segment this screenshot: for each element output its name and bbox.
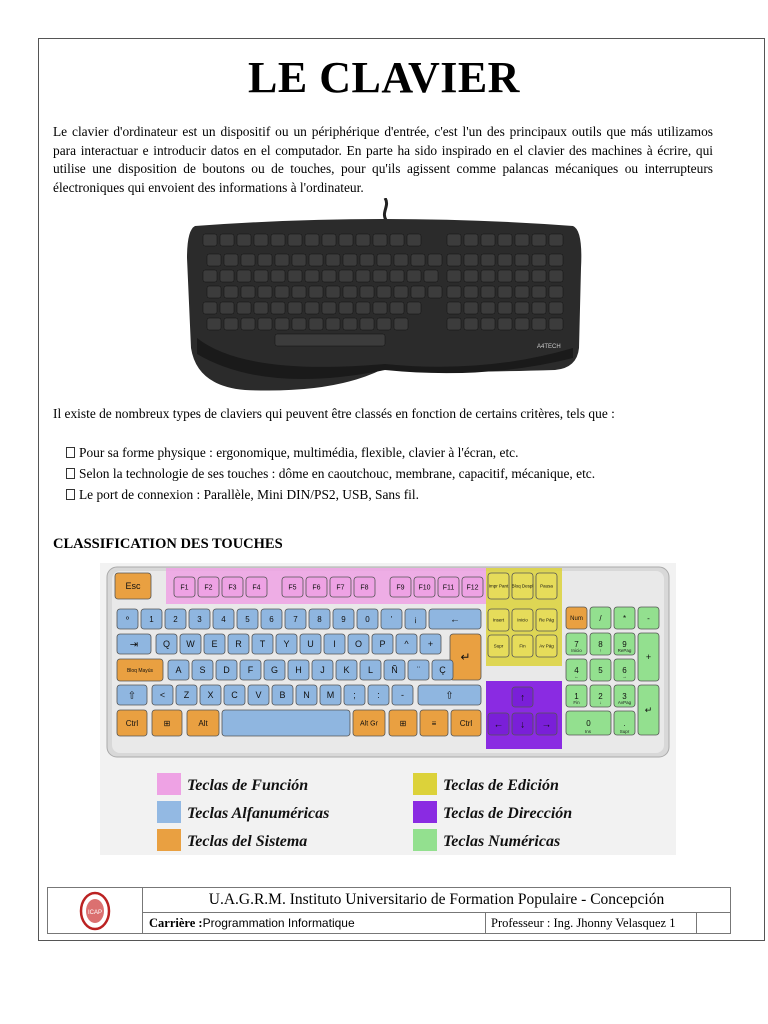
- alnum-key-label: <: [159, 690, 166, 701]
- career: Carrière :Programmation Informatique: [149, 916, 355, 930]
- caps-lock-key-label: Bloq Mayús: [126, 667, 154, 674]
- numpad-sub-label: Fin: [573, 700, 580, 705]
- alnum-key-label: Z: [183, 690, 190, 701]
- edit-key-label: Insert: [492, 617, 505, 623]
- bullet-icon: [66, 468, 75, 479]
- alnum-key-label: F: [247, 665, 254, 676]
- photo-key: [549, 286, 563, 298]
- photo-key: [515, 270, 529, 282]
- alnum-key-label: M: [326, 690, 335, 701]
- alnum-key-label: V: [255, 690, 262, 701]
- photo-key: [339, 270, 353, 282]
- photo-key: [254, 302, 268, 314]
- page-title: LE CLAVIER: [248, 53, 520, 102]
- photo-key: [532, 234, 546, 246]
- photo-key: [481, 318, 495, 330]
- photo-key: [498, 286, 512, 298]
- photo-key: [498, 270, 512, 282]
- photo-key: [207, 254, 221, 266]
- photo-key: [288, 270, 302, 282]
- photo-key: [532, 318, 546, 330]
- numpad-sub-label: AvPag: [617, 700, 632, 705]
- alnum-key-label: 1: [149, 614, 154, 624]
- photo-key: [271, 302, 285, 314]
- enter-key-label: ↵: [460, 650, 471, 665]
- legend-swatch: [413, 773, 437, 795]
- photo-key: [498, 234, 512, 246]
- alnum-key-label: Ç: [439, 665, 446, 676]
- photo-key: [390, 302, 404, 314]
- arrow-key-label: →: [541, 719, 552, 731]
- photo-key: [464, 270, 478, 282]
- edit-key-label: Pausa: [540, 583, 553, 589]
- alnum-key-label: C: [231, 690, 238, 701]
- list-item: Selon la technologie de ses touches : dôme en caoutchouc, membrane, capacitif, mécanique, etc.: [66, 463, 595, 484]
- alnum-key-label: º: [126, 614, 129, 624]
- numpad-plus-key-label: +: [645, 652, 652, 663]
- alnum-key-label: K: [343, 665, 350, 676]
- photo-key: [447, 286, 461, 298]
- alnum-key-label: L: [367, 665, 374, 676]
- alnum-key-label: 4: [221, 614, 226, 624]
- alnum-key-label: R: [235, 639, 242, 650]
- photo-key: [224, 286, 238, 298]
- photo-key: [424, 270, 438, 282]
- photo-key: [275, 318, 289, 330]
- legend-swatch: [157, 773, 181, 795]
- function-key-label: F7: [336, 584, 345, 592]
- photo-key: [377, 286, 391, 298]
- alnum-key-label: 3: [197, 614, 202, 624]
- bullet-icon: [66, 489, 75, 500]
- edit-key-label: Av Pág: [539, 643, 554, 649]
- ctrl-key-label: Ctrl: [459, 718, 473, 728]
- photo-key: [356, 270, 370, 282]
- alnum-key-label: 7: [293, 614, 298, 624]
- legend-swatch: [157, 801, 181, 823]
- photo-key: [532, 302, 546, 314]
- photo-key: [515, 234, 529, 246]
- photo-key: [241, 286, 255, 298]
- alnum-key-label: ': [390, 614, 393, 624]
- numpad-key-label: 2: [598, 691, 603, 701]
- photo-key: [498, 254, 512, 266]
- function-key-label: F1: [180, 584, 189, 592]
- photo-key: [498, 302, 512, 314]
- alnum-key-label: Q: [162, 639, 171, 650]
- alnum-key-label: 6: [269, 614, 274, 624]
- alnum-key-label: X: [207, 690, 214, 701]
- logo-cell: [48, 888, 143, 933]
- photo-key: [481, 270, 495, 282]
- photo-key: [309, 254, 323, 266]
- photo-key: [288, 302, 302, 314]
- legend-label: Teclas del Sistema: [187, 833, 308, 850]
- function-key-label: F5: [288, 584, 297, 592]
- photo-key: [258, 318, 272, 330]
- photo-key: [203, 234, 217, 246]
- win-key-label: ⊞: [399, 718, 407, 728]
- footer: [47, 887, 731, 934]
- numpad-key-label: /: [599, 613, 602, 623]
- photo-key: [258, 286, 272, 298]
- alnum-key-label: Y: [283, 639, 290, 650]
- photo-key: [305, 234, 319, 246]
- photo-key: [292, 254, 306, 266]
- esc-key-label: Esc: [125, 581, 141, 592]
- photo-key: [394, 318, 408, 330]
- numpad-sub-label: ↑: [599, 648, 602, 653]
- numpad-sub-label: RePag: [617, 648, 632, 653]
- numpad-key-label: 1: [574, 691, 579, 701]
- numpad-key-label: 5: [598, 665, 603, 675]
- photo-key: [447, 302, 461, 314]
- photo-brand-label: A4TECH: [537, 344, 561, 350]
- photo-key: [220, 234, 234, 246]
- legend-label: Teclas Numéricas: [443, 833, 561, 850]
- function-key-label: F4: [252, 584, 261, 592]
- professor: Professeur : Ing. Jhonny Velasquez 1: [485, 913, 697, 933]
- photo-key: [481, 302, 495, 314]
- photo-key: [305, 302, 319, 314]
- arrow-key-label: ←: [493, 719, 504, 731]
- alnum-key-label: Ñ: [391, 665, 398, 676]
- edit-key-label: Inicio: [517, 617, 528, 623]
- photo-key: [532, 270, 546, 282]
- photo-key: [481, 254, 495, 266]
- legend-label: Teclas Alfanuméricas: [187, 805, 330, 822]
- alnum-key-label: P: [379, 639, 386, 650]
- photo-key: [549, 234, 563, 246]
- numpad-key-label: .: [623, 718, 626, 728]
- photo-key: [343, 254, 357, 266]
- photo-key: [305, 270, 319, 282]
- photo-key: [309, 318, 323, 330]
- photo-key: [203, 270, 217, 282]
- photo-key: [343, 286, 357, 298]
- photo-key: [464, 254, 478, 266]
- alnum-key-label: U: [307, 639, 314, 650]
- bullet-icon: [66, 447, 75, 458]
- alnum-key-label: H: [295, 665, 302, 676]
- photo-key: [390, 270, 404, 282]
- alnum-key-label: ^: [404, 639, 409, 650]
- photo-key: [237, 270, 251, 282]
- alnum-key-label: 2: [173, 614, 178, 624]
- footer-row: [143, 913, 730, 933]
- photo-key: [464, 286, 478, 298]
- photo-key: [322, 270, 336, 282]
- photo-key: [515, 286, 529, 298]
- photo-key: [241, 254, 255, 266]
- photo-key: [254, 270, 268, 282]
- alnum-key-label: O: [354, 639, 363, 650]
- shift-key-label: ⇧: [127, 690, 137, 702]
- photo-key: [292, 318, 306, 330]
- photo-key: [220, 302, 234, 314]
- alnum-key-label: ¡: [414, 614, 417, 624]
- alnum-key-label: G: [270, 665, 279, 676]
- alnum-key-label: T: [259, 639, 266, 650]
- photo-key: [447, 318, 461, 330]
- photo-key: [271, 234, 285, 246]
- function-key-label: F8: [360, 584, 369, 592]
- alnum-key-label: :: [377, 690, 380, 701]
- photo-key: [360, 254, 374, 266]
- photo-key: [322, 302, 336, 314]
- alnum-key-label: I: [333, 639, 336, 650]
- institution-logo: [48, 888, 142, 933]
- spacebar-key: [222, 710, 350, 736]
- logo-text: ICAP: [87, 910, 103, 916]
- photo-key: [407, 302, 421, 314]
- alnum-key-label: 5: [245, 614, 250, 624]
- alt-key-label: Alt: [198, 718, 208, 728]
- photo-key: [360, 286, 374, 298]
- photo-key: [271, 270, 285, 282]
- numpad-key-label: -: [647, 613, 650, 623]
- photo-key: [532, 286, 546, 298]
- photo-key: [339, 302, 353, 314]
- ctrl-key-label: Ctrl: [125, 718, 139, 728]
- photo-key: [373, 270, 387, 282]
- photo-key: [428, 254, 442, 266]
- photo-key: [394, 254, 408, 266]
- legend-swatch: [157, 829, 181, 851]
- numpad-enter-key-label: ↵: [644, 705, 653, 716]
- photo-key: [309, 286, 323, 298]
- function-key-label: F6: [312, 584, 321, 592]
- photo-key: [373, 234, 387, 246]
- numpad-sub-label: ←: [574, 674, 579, 679]
- photo-key: [464, 302, 478, 314]
- numpad-sub-label: Supr: [619, 729, 630, 734]
- photo-key: [407, 270, 421, 282]
- legend-swatch: [413, 829, 437, 851]
- photo-key: [326, 254, 340, 266]
- photo-key: [428, 286, 442, 298]
- edit-key-label: Bloq Despl: [511, 583, 534, 589]
- photo-key: [515, 254, 529, 266]
- num-lock-key-label: Num: [570, 616, 583, 623]
- alnum-key-label: A: [175, 665, 182, 676]
- photo-key: [394, 286, 408, 298]
- photo-key: [237, 234, 251, 246]
- alnum-key-label: 9: [341, 614, 346, 624]
- win-key-label: ⊞: [163, 718, 171, 728]
- arrow-key-label: ↑: [520, 692, 525, 704]
- edit-key-label: Fin: [519, 643, 526, 649]
- photo-key: [292, 286, 306, 298]
- alnum-key-label: E: [211, 639, 218, 650]
- keyboard-classification-diagram: [100, 563, 676, 855]
- numpad-key-label: 0: [586, 718, 591, 728]
- types-intro: Il existe de nombreux types de claviers qui peuvent être classés en fonction de certains critères, tels que :: [53, 406, 615, 421]
- alnum-key-label: B: [279, 690, 286, 701]
- function-key-label: F11: [442, 584, 455, 592]
- alnum-key-label: 0: [365, 614, 370, 624]
- photo-key: [549, 302, 563, 314]
- photo-key: [390, 234, 404, 246]
- photo-key: [275, 286, 289, 298]
- backspace-key-label: ←: [450, 614, 460, 626]
- photo-key: [464, 318, 478, 330]
- photo-key: [498, 318, 512, 330]
- photo-key: [515, 302, 529, 314]
- photo-key: [481, 234, 495, 246]
- photo-spacebar: [275, 334, 385, 346]
- photo-key: [339, 234, 353, 246]
- shift-key-label: ⇧: [445, 690, 454, 702]
- photo-key: [343, 318, 357, 330]
- photo-key: [356, 234, 370, 246]
- function-key-label: F10: [418, 584, 431, 592]
- alnum-key-label: -: [401, 690, 404, 701]
- numpad-key-label: 4: [574, 665, 579, 675]
- photo-key: [241, 318, 255, 330]
- photo-key: [373, 302, 387, 314]
- photo-key: [224, 254, 238, 266]
- photo-key: [288, 234, 302, 246]
- legend-swatch: [413, 801, 437, 823]
- list-item: Pour sa forme physique : ergonomique, multimédia, flexible, clavier à l'écran, etc.: [66, 442, 595, 463]
- photo-key: [377, 318, 391, 330]
- alnum-key-label: J: [320, 665, 325, 676]
- alnum-key-label: +: [427, 639, 434, 650]
- photo-key: [224, 318, 238, 330]
- photo-key: [515, 318, 529, 330]
- function-key-label: F12: [466, 584, 479, 592]
- photo-key: [258, 254, 272, 266]
- edit-key-label: Supr: [493, 643, 504, 649]
- numpad-key-label: 7: [574, 639, 579, 649]
- photo-key: [411, 254, 425, 266]
- function-key-label: F3: [228, 584, 237, 592]
- numpad-key-label: 3: [622, 691, 627, 701]
- numpad-key-label: *: [622, 613, 627, 623]
- photo-key: [407, 234, 421, 246]
- menu-key-label: ≡: [431, 718, 437, 728]
- photo-key: [549, 270, 563, 282]
- legend-label: Teclas de Edición: [443, 777, 559, 794]
- legend-label: Teclas de Función: [187, 777, 309, 794]
- photo-key: [481, 286, 495, 298]
- photo-key: [356, 302, 370, 314]
- photo-key: [447, 254, 461, 266]
- photo-key: [377, 254, 391, 266]
- institution-name: U.A.G.R.M. Instituto Universitario de Formation Populaire - Concepción: [143, 888, 730, 913]
- photo-key: [207, 286, 221, 298]
- tab-key-label: ⇥: [129, 639, 139, 651]
- photo-key: [207, 318, 221, 330]
- photo-key: [447, 270, 461, 282]
- alnum-key-label: ;: [353, 690, 356, 701]
- numpad-sub-label: ↓: [599, 700, 602, 705]
- numpad-sub-label: →: [622, 674, 627, 679]
- photo-key: [532, 254, 546, 266]
- types-list: [66, 442, 595, 505]
- photo-key: [237, 302, 251, 314]
- photo-key: [464, 234, 478, 246]
- function-key-label: F9: [396, 584, 405, 592]
- arrow-key-label: ↓: [520, 719, 525, 731]
- alnum-key-label: 8: [317, 614, 322, 624]
- photo-key: [254, 234, 268, 246]
- alnum-key-label: N: [303, 690, 310, 701]
- section-heading: CLASSIFICATION DES TOUCHES: [53, 536, 283, 552]
- numpad-sub-label: Ins: [584, 729, 592, 734]
- photo-key: [549, 318, 563, 330]
- edit-key-label: Re Pág: [538, 617, 555, 623]
- alnum-key-label: ¨: [417, 665, 420, 676]
- photo-key: [203, 302, 217, 314]
- numpad-key-label: 9: [622, 639, 627, 649]
- photo-key: [411, 286, 425, 298]
- legend-label: Teclas de Dirección: [443, 805, 573, 822]
- altgr-key-label: Alt Gr: [360, 720, 378, 728]
- photo-key: [322, 234, 336, 246]
- numpad-key-label: 8: [598, 639, 603, 649]
- numpad-key-label: 6: [622, 665, 627, 675]
- photo-key: [326, 286, 340, 298]
- list-item: Le port de connexion : Parallèle, Mini DIN/PS2, USB, Sans fil.: [66, 484, 595, 505]
- photo-key: [220, 270, 234, 282]
- photo-key: [549, 254, 563, 266]
- photo-key: [275, 254, 289, 266]
- edit-key-label: Impr Pant: [488, 583, 509, 589]
- alnum-key-label: S: [199, 665, 206, 676]
- photo-key: [447, 234, 461, 246]
- keyboard-photo: [185, 198, 583, 396]
- alnum-key-label: W: [186, 639, 195, 650]
- photo-key: [360, 318, 374, 330]
- numpad-sub-label: Inicio: [571, 648, 582, 653]
- alnum-key-label: D: [223, 665, 230, 676]
- photo-key: [326, 318, 340, 330]
- intro-paragraph: Le clavier d'ordinateur est un dispositif ou un périphérique d'entrée, c'est l'un des principaux outils que más utilizamos para interactuar e introducir datos en el computador. En parte ha sido inspirado en el clavier des machines à écrire, qui utilise une disposition de boutons ou de touches, pour qu'ils agissent comme palancas mécaniques ou interrupteurs électroniques qui envoient des informations à l'ordinateur.: [53, 124, 713, 195]
- function-key-label: F2: [204, 584, 213, 592]
